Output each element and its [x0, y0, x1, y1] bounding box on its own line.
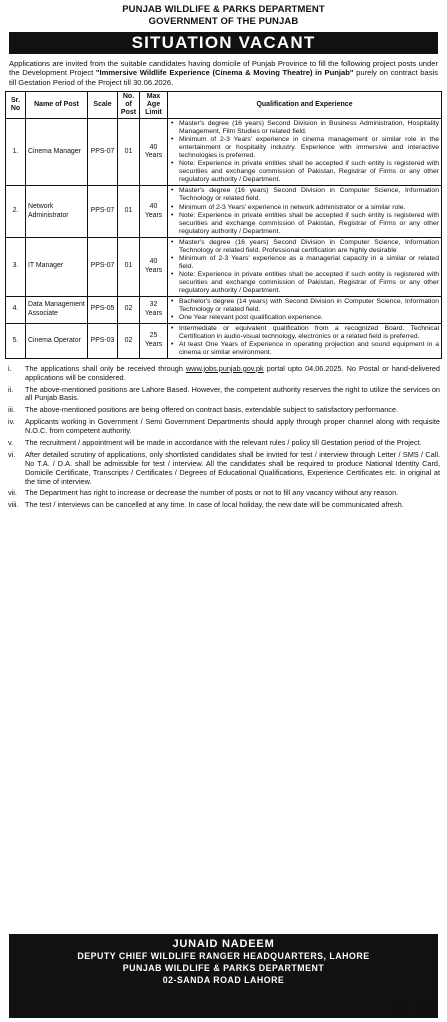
terms-and-conditions [5, 365, 442, 510]
no-of-post-cell: 01 [118, 237, 140, 296]
max-age-cell: 40 Years [140, 237, 168, 296]
posts-table [5, 91, 442, 359]
scale-cell: PPS-03 [88, 323, 118, 358]
no-of-post-cell: 01 [118, 119, 140, 186]
note-item [7, 489, 440, 498]
qualification-list [170, 239, 439, 295]
note-item [7, 418, 440, 436]
header-max-age: Max Age Limit [140, 92, 168, 119]
qualification-item: • Minimum of 2-3 Years' experience as a managerial capacity in a similar or related field. [170, 255, 439, 271]
qualification-item: • Minimum of 2-3 Years' experience in network administrator or a similar role. [170, 204, 439, 212]
qualification-list [170, 187, 439, 235]
qualification-cell [168, 296, 442, 323]
signatory-department: PUNJAB WILDLIFE & PARKS DEPARTMENT [122, 963, 325, 974]
note-text-part: The Department has right to increase or decrease the number of posts or not to fill any vacancy without any reason. [25, 488, 399, 498]
intro-text-1: Applications are invited from the suitable candidates having domicile of Punjab Province to fill the following project posts under the Development Project [9, 58, 438, 78]
department-name: PUNJAB WILDLIFE & PARKS DEPARTMENT [122, 4, 325, 15]
department-header [5, 4, 442, 28]
posts-table-body [6, 119, 442, 358]
note-text-part: The recruitment / appointment will be made in accordance with the relevant rules / policy till Gestation period of the Project. [25, 438, 422, 448]
qualification-list [170, 325, 439, 357]
sr-cell: 5. [6, 323, 26, 358]
max-age-cell: 40 Years [140, 186, 168, 237]
ipl-number: IPL-1978 [393, 1003, 439, 1015]
max-age-cell: 40 Years [140, 119, 168, 186]
header-no-of-post: No. of Post [118, 92, 140, 119]
note-text [25, 386, 440, 404]
note-item [7, 501, 440, 510]
table-row [6, 119, 442, 186]
qualification-cell [168, 237, 442, 296]
jobs-portal-link[interactable]: www.jobs.punjab.gov.pk [185, 363, 264, 373]
note-text-part: After detailed scrutiny of applications, only shortlisted candidates shall be invited for test / interview through Letter / SMS / Call. No T.A. / D.A. shall be admissible for test / interview. All the candidates shall be required to produce National Identity Card, Domicile Certificate, Transcripts / Certificates / Degrees of Educational Qualifications, Experience Certificates etc. in original at the time of interview. [25, 449, 440, 486]
qualification-item: • Master's degree (16 years) Second Division in Business Administration, Hospitality Management, Film Studies or related field. [170, 120, 439, 136]
note-number: vii. [8, 488, 17, 498]
note-item [7, 439, 440, 448]
note-text-part: The applications shall only be received through [25, 363, 186, 373]
header-post-name: Name of Post [26, 92, 88, 119]
scale-cell: PPS-07 [88, 237, 118, 296]
header-qualification: Qualification and Experience [168, 92, 442, 119]
note-number: i. [8, 363, 12, 373]
note-number: ii. [8, 384, 14, 394]
sr-cell: 2. [6, 186, 26, 237]
office-address: 02-SANDA ROAD LAHORE [162, 974, 285, 985]
signatory-designation: DEPUTY CHIEF WILDLIFE RANGER HEADQUARTERS, LAHORE [77, 951, 370, 962]
post-name-cell: IT Manager [26, 237, 88, 296]
note-item [7, 386, 440, 404]
scale-cell: PPS-05 [88, 296, 118, 323]
note-text-part: The test / interviews can be cancelled at any time. In case of local holiday, the new date will be communicated afresh. [25, 500, 404, 510]
qualification-item: • Master's degree (16 years) Second Division in Computer Science, Information Technology or related field. [170, 187, 439, 203]
no-of-post-cell: 01 [118, 186, 140, 237]
sr-cell: 1. [6, 119, 26, 186]
header-scale: Scale [88, 92, 118, 119]
post-name-cell: Data Management Associate [26, 296, 88, 323]
max-age-cell: 25 Years [140, 323, 168, 358]
note-text-part: portal upto 04.06.2025. No Postal or hand-delivered applications will be considered. [25, 363, 440, 382]
qualification-list [170, 120, 439, 184]
scale-cell: PPS-07 [88, 119, 118, 186]
sr-cell: 4. [6, 296, 26, 323]
note-text [25, 439, 440, 448]
qualification-item: • At least One Years of Experience in operating projection and sound equipment in a cinema or similar environment. [170, 341, 439, 357]
qualification-item: • Intermediate or equivalent qualification from a recognized Board. Technical Certification in audio-visual technology, electronics or a related field is preferred. [170, 325, 439, 341]
note-text-part: The above-mentioned positions are Lahore Based. However, the competent authority reserves the right to utilize the services on all Punjab Basis. [25, 384, 440, 403]
qualification-cell [168, 119, 442, 186]
intro-paragraph [5, 59, 442, 87]
post-name-cell: Network Administrator [26, 186, 88, 237]
qualification-cell [168, 186, 442, 237]
note-text [25, 406, 440, 415]
note-number: iv. [8, 417, 15, 427]
table-row [6, 296, 442, 323]
table-header-row [6, 92, 442, 119]
qualification-item: • Bachelor's degree (14 years) with Second Division in Computer Science, Information Technology or related field. [170, 298, 439, 314]
table-row [6, 186, 442, 237]
qualification-item: • Note: Experience in private entities shall be accepted if such entity is registered with securities and exchange commission of Pakistan, Registrar of Firms or any other regulatory authority / Department. [170, 271, 439, 295]
qualification-item: • Master's degree (16 years) Second Division in Computer Science, Information Technology or related field. Professional certification are highly desirable [170, 239, 439, 255]
government-name: GOVERNMENT OF THE PUNJAB [148, 15, 299, 27]
qualification-item: • One Year relevant post qualification experience. [170, 314, 439, 322]
note-text [25, 489, 440, 498]
note-number: viii. [8, 500, 19, 510]
qualification-list [170, 298, 439, 322]
table-row [6, 323, 442, 358]
note-number: iii. [8, 405, 15, 415]
post-name-cell: Cinema Operator [26, 323, 88, 358]
note-text-part: Applicants working in Government / Semi Government Departments should apply through proper channel along with requisite N.O.C. from competent authority. [25, 417, 440, 436]
note-text [25, 418, 440, 436]
note-text-part: The above-mentioned positions are being offered on contract basis, extendable subject to satisfactory performance. [25, 405, 399, 415]
signature-block [9, 934, 438, 1018]
sr-cell: 3. [6, 237, 26, 296]
scale-cell: PPS-07 [88, 186, 118, 237]
max-age-cell: 32 Years [140, 296, 168, 323]
qualification-item: • Minimum of 2-3 Years' experience in cinema management or similar role in the entertainment or hospitality industry. Experience with immersive and interactive technologies is preferred. [170, 136, 439, 160]
note-text [25, 501, 440, 510]
table-row [6, 237, 442, 296]
header-sr-no: Sr. No [6, 92, 26, 119]
qualification-item: • Note: Experience in private entities shall be accepted if such entity is registered with securities and exchange commission of Pakistan, Registrar of Firms or any other regulatory authority / Department. [170, 160, 439, 184]
note-number: vi. [8, 449, 16, 459]
qualification-cell [168, 323, 442, 358]
no-of-post-cell: 02 [118, 323, 140, 358]
note-text [25, 365, 440, 383]
no-of-post-cell: 02 [118, 296, 140, 323]
note-number: v. [8, 438, 14, 448]
qualification-item: • Note: Experience in private entities shall be accepted if such entity is registered with securities and exchange commission of Pakistan, Registrar of Firms or any other regulatory authority / Department. [170, 212, 439, 236]
project-name: "Immersive Wildlife Experience (Cinema & Moving Theatre) in Punjab" [95, 68, 354, 78]
post-name-cell: Cinema Manager [26, 119, 88, 186]
note-item [7, 451, 440, 487]
note-text [25, 451, 440, 487]
note-item [7, 365, 440, 383]
situation-vacant-banner: SITUATION VACANT [9, 32, 438, 54]
note-item [7, 406, 440, 415]
signatory-name: JUNAID NADEEM [172, 938, 275, 950]
intro-text-2: purely on contract basis till Gestation Period of the Project till 30.06.2026. [9, 68, 438, 87]
